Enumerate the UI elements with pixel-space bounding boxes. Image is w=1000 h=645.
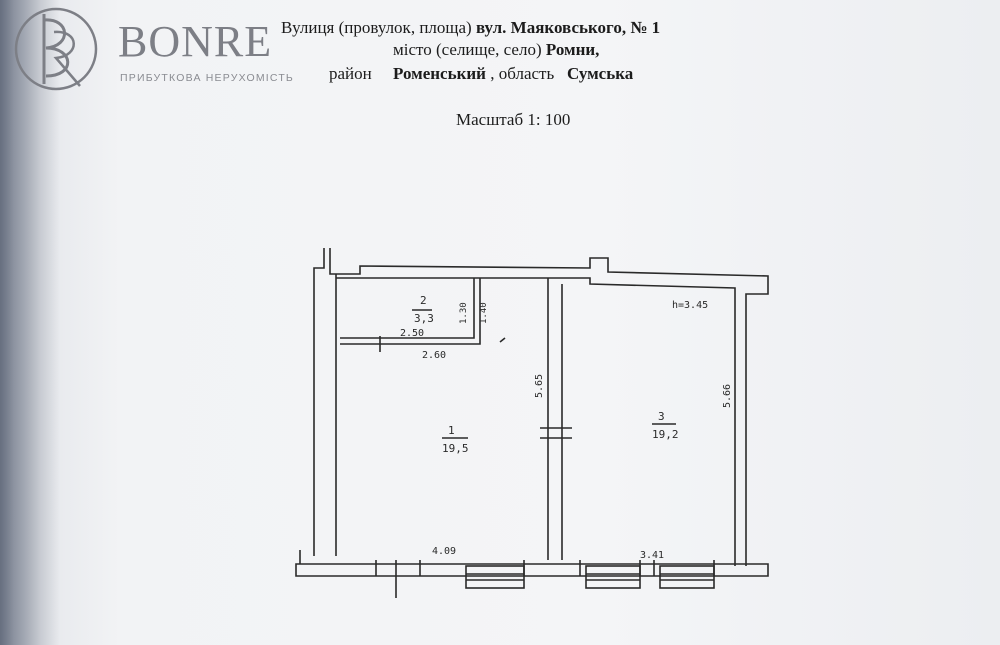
dim-room1-width: 4.09 <box>432 546 457 557</box>
room-1-number: 1 <box>448 424 455 437</box>
brand-tagline: ПРИБУТКОВА НЕРУХОМІСТЬ <box>120 72 295 84</box>
street-line <box>281 18 660 38</box>
room-2-area: 3,3 <box>414 312 434 325</box>
district-line <box>329 64 633 84</box>
region-label: , область <box>490 64 555 83</box>
dim-room2-height-a: 1.30 <box>459 302 469 324</box>
dim-room2-width-outer: 2.60 <box>422 350 447 361</box>
dim-room2-width: 2.50 <box>400 328 425 339</box>
dim-room3-width: 3.41 <box>640 550 665 561</box>
street-value: вул. Маяковського, № 1 <box>475 18 661 37</box>
bonre-logo <box>10 6 310 92</box>
dim-room2-height-b: 1.40 <box>479 302 489 324</box>
city-value: Ромни, <box>545 40 600 59</box>
room-3-area: 19,2 <box>652 428 679 441</box>
scale-label: Масштаб 1: 100 <box>456 110 571 129</box>
br-monogram-icon <box>10 6 102 92</box>
ceiling-height: h=3.45 <box>672 300 709 311</box>
dim-room1-height: 5.65 <box>534 373 545 398</box>
region-value: Сумська <box>566 64 634 83</box>
room-3-number: 3 <box>658 410 665 423</box>
street-label: Вулиця (провулок, площа) <box>281 18 472 37</box>
page-edge-shadow <box>0 0 60 645</box>
room-2-number: 2 <box>420 294 427 307</box>
city-label: місто (селище, село) <box>393 40 542 59</box>
district-label: район <box>329 64 372 83</box>
city-line <box>393 40 599 60</box>
brand-name: BONRE <box>118 17 273 66</box>
floor-plan <box>280 228 780 608</box>
district-value: Роменський <box>393 64 486 83</box>
dim-room3-height: 5.66 <box>722 383 733 408</box>
room-1-area: 19,5 <box>442 442 469 455</box>
